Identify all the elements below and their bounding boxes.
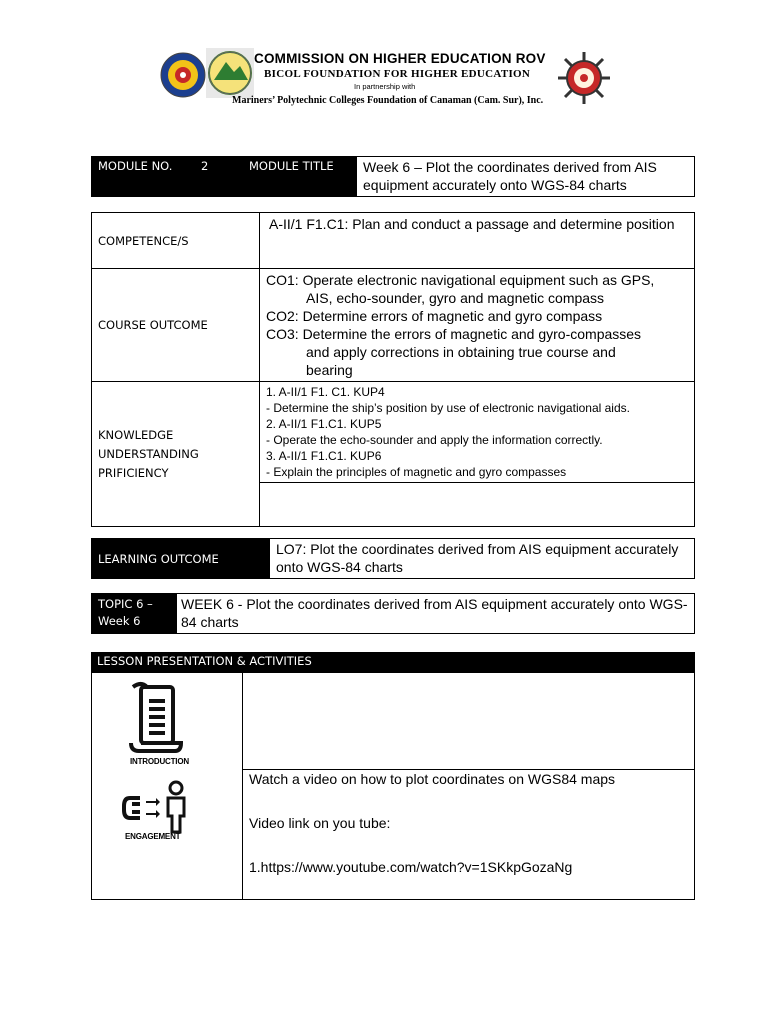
engage-icon-cell (92, 770, 243, 900)
kup-item: - Operate the echo-sounder and apply the information correctly. (266, 433, 603, 447)
co3: CO3: Determine the errors of magnetic and gyro-compasses (266, 326, 642, 342)
lesson-header: LESSON PRESENTATION & ACTIVITIES (91, 652, 695, 672)
co2: CO2: Determine errors of magnetic and gyro compass (266, 308, 603, 324)
mpcf-logo (556, 50, 612, 106)
header-title: COMMISSION ON HIGHER EDUCATION ROV (254, 51, 546, 66)
module-no-value: 2 (195, 157, 243, 197)
learning-outcome-table (91, 538, 695, 579)
knowledge-label-1: KNOWLEDGE (98, 427, 174, 442)
intro-icon-cell (92, 673, 243, 770)
header-mariners: Mariners’ Polytechnic Colleges Foundation of Canaman (Cam. Sur), Inc. (232, 95, 544, 106)
topic-value: WEEK 6 - Plot the coordinates derived from AIS equipment accurately onto WGS-84 charts (177, 594, 695, 634)
learning-outcome-label: LEARNING OUTCOME (92, 539, 270, 579)
kup-item: - Determine the ship’s position by use of electronic navigational aids. (266, 401, 630, 415)
module-no-label: MODULE NO. (92, 157, 195, 197)
topic-table (91, 593, 695, 634)
co1-cont: AIS, echo-sounder, gyro and magnetic compass (306, 290, 605, 306)
module-table (91, 156, 695, 197)
engage-content-cell (243, 770, 695, 900)
intro-caption: INTRODUCTION (130, 757, 189, 766)
topic-label-1: TOPIC 6 – (98, 597, 153, 611)
competence-label: COMPETENCE/S (92, 213, 260, 269)
topic-label-2: Week 6 (98, 614, 141, 628)
kup-item: 1. A-II/1 F1. C1. KUP4 (266, 385, 385, 399)
video-link[interactable]: 1.https://www.youtube.com/watch?v=1SKkpGozaNg (249, 859, 573, 875)
intro-content-cell (243, 673, 695, 770)
knowledge-empty-cell (260, 483, 695, 527)
knowledge-label-3: PRIFICIENCY (98, 465, 169, 480)
header-partnership: In partnership with (354, 82, 416, 91)
knowledge-label-2: UNDERSTANDING (98, 446, 199, 461)
engage-caption: ENGAGEMENT (125, 831, 181, 841)
header-subtitle: BICOL FOUNDATION FOR HIGHER EDUCATION (264, 68, 531, 80)
kup-item: 2. A-II/1 F1.C1. KUP5 (266, 417, 382, 431)
course-outcome-list (260, 269, 695, 382)
competence-value: A-II/1 F1.C1: Plan and conduct a passage and determine position (260, 213, 695, 269)
co3-cont2: bearing (306, 362, 353, 378)
topic-label (92, 594, 177, 634)
kup-item: - Explain the principles of magnetic and gyro compasses (266, 465, 567, 479)
video-label: Video link on you tube: (249, 815, 391, 831)
course-outcome-label: COURSE OUTCOME (92, 269, 260, 382)
watch-text: Watch a video on how to plot coordinates on WGS84 maps (249, 771, 616, 787)
knowledge-label (92, 382, 260, 527)
co3-cont: and apply corrections in obtaining true course and (306, 344, 616, 360)
competence-table (91, 212, 695, 527)
bfhe-logo (206, 48, 254, 98)
lesson-table (91, 672, 695, 900)
learning-outcome-value: LO7: Plot the coordinates derived from AIS equipment accurately onto WGS-84 charts (270, 539, 695, 579)
co1: CO1: Operate electronic navigational equipment such as GPS, (266, 272, 655, 288)
engagement-icon (120, 776, 192, 840)
knowledge-list (260, 382, 695, 483)
scroll-icon (125, 681, 185, 753)
module-title-value: Week 6 – Plot the coordinates derived from AIS equipment accurately onto WGS-84 charts (357, 157, 695, 197)
module-title-label: MODULE TITLE (243, 157, 357, 197)
ched-logo (160, 52, 206, 98)
kup-item: 3. A-II/1 F1.C1. KUP6 (266, 449, 382, 463)
